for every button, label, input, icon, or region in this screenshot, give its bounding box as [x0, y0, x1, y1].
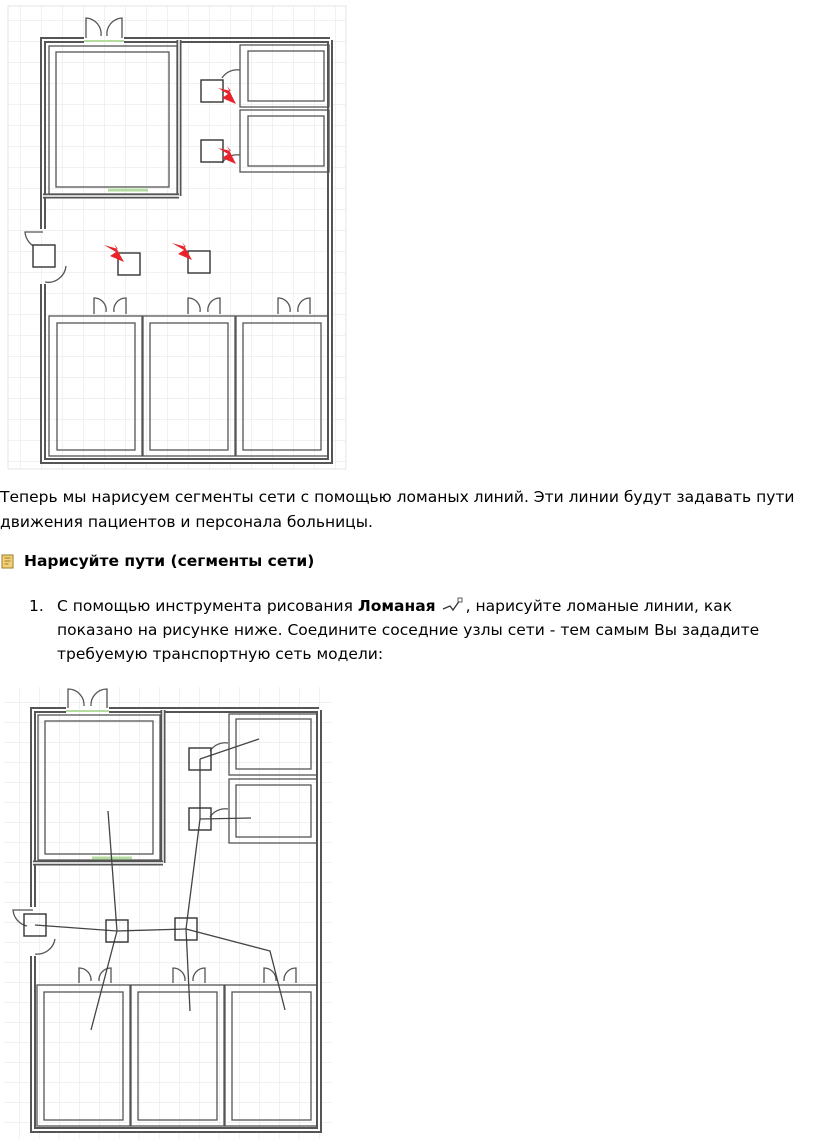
- floor-plan-network: [0, 683, 335, 1142]
- floor-plan-nodes: [0, 0, 350, 475]
- step-text-before: С помощью инструмента рисования: [57, 597, 358, 615]
- step-text-after: , нарисуйте ломаные линии, как показано на рисунке ниже. Соедините соседние узлы сети - тем самым Вы зададите требуемую транспортную сеть модели:: [57, 597, 760, 663]
- task-title: Нарисуйте пути (сегменты сети): [24, 552, 315, 570]
- step-text: [57, 594, 789, 666]
- intro-paragraph: Теперь мы нарисуем сегменты сети с помощью ломаных линий. Эти линии будут задавать пути движения пациентов и персонала больницы.: [0, 488, 795, 531]
- polyline-tool-icon: [440, 596, 464, 612]
- task-heading: [0, 549, 314, 573]
- step-number: 1.: [29, 597, 44, 615]
- tool-name: Ломаная: [357, 597, 436, 615]
- task-note-icon: [0, 553, 16, 569]
- step-item: [29, 594, 789, 666]
